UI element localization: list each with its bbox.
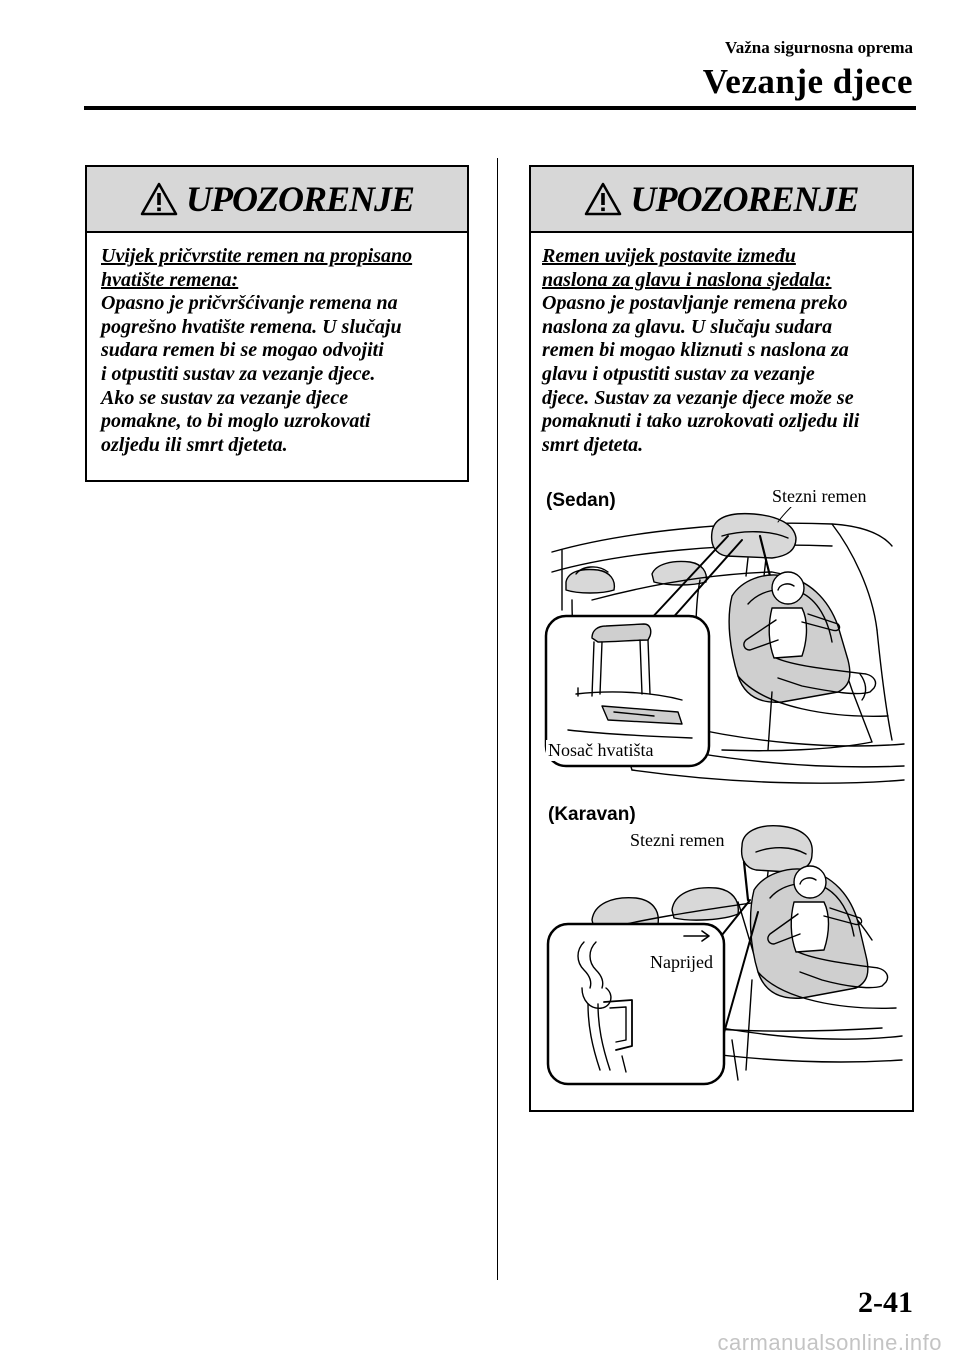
warning-body-line: glavu i otpustiti sustav za vezanje: [542, 362, 815, 385]
sedan-strap-label: Stezni remen: [772, 486, 867, 506]
warning-body-line: pomaknuti i tako uzrokovati ozljedu ili: [542, 410, 860, 433]
wagon-inset: [548, 924, 724, 1084]
warning-body-line: naslona za glavu. U slučaju sudara: [542, 315, 833, 338]
warning-body-line: sudara remen bi se mogao odvojiti: [101, 339, 384, 362]
warning-triangle-icon: [584, 182, 622, 216]
wagon-label: (Karavan): [548, 804, 636, 825]
warning-body-line: djece. Sustav za vezanje djece može se: [542, 386, 854, 409]
warning-box-1: [85, 165, 469, 482]
warning-body-line: Opasno je postavljanje remena preko: [542, 292, 848, 315]
warning-text: [531, 233, 912, 457]
warning-body-line: ozljedu ili smrt djeteta.: [101, 433, 288, 456]
warning-body-line: remen bi mogao kliznuti s naslona za: [542, 339, 849, 362]
warning-header: [531, 167, 912, 233]
warning-title: UPOZORENJE: [630, 179, 859, 219]
child-seat-illustration: [532, 480, 912, 1100]
warning-header: [87, 167, 467, 233]
wagon-strap-label: Stezni remen: [630, 830, 725, 850]
warning-text: [87, 233, 467, 457]
warning-body-line: pomakne, to bi moglo uzrokovati: [101, 410, 371, 433]
page-title: Vezanje djece: [702, 62, 913, 101]
warning-body-line: Opasno je pričvršćivanje remena na: [101, 292, 398, 315]
wagon-forward-label: Naprijed: [650, 952, 713, 972]
column-divider: [497, 158, 498, 1280]
warning-body-line: i otpustiti sustav za vezanje djece.: [101, 362, 376, 385]
watermark: carmanualsonline.info: [717, 1330, 942, 1355]
warning-body-line: Ako se sustav za vezanje djece: [101, 386, 349, 409]
warning-body-line: pogrešno hvatište remena. U slučaju: [101, 315, 402, 338]
header-rule: [84, 106, 916, 110]
sedan-label: (Sedan): [546, 490, 616, 511]
sedan-anchor-label: Nosač hvatišta: [548, 740, 654, 760]
warning-heading-line: Uvijek pričvrstite remen na propisano: [101, 245, 413, 267]
warning-heading-line: naslona za glavu i naslona sjedala:: [542, 268, 832, 291]
child-seat-drawing: [532, 480, 912, 1100]
warning-triangle-icon: [140, 182, 178, 216]
warning-heading-line: hvatište remena:: [101, 268, 239, 291]
warning-heading-line: Remen uvijek postavite između: [542, 245, 796, 267]
warning-title: UPOZORENJE: [185, 179, 414, 219]
page-number: 2-41: [858, 1286, 913, 1319]
header-section: Važna sigurnosna oprema: [725, 38, 913, 57]
warning-body-line: smrt djeteta.: [542, 433, 644, 456]
